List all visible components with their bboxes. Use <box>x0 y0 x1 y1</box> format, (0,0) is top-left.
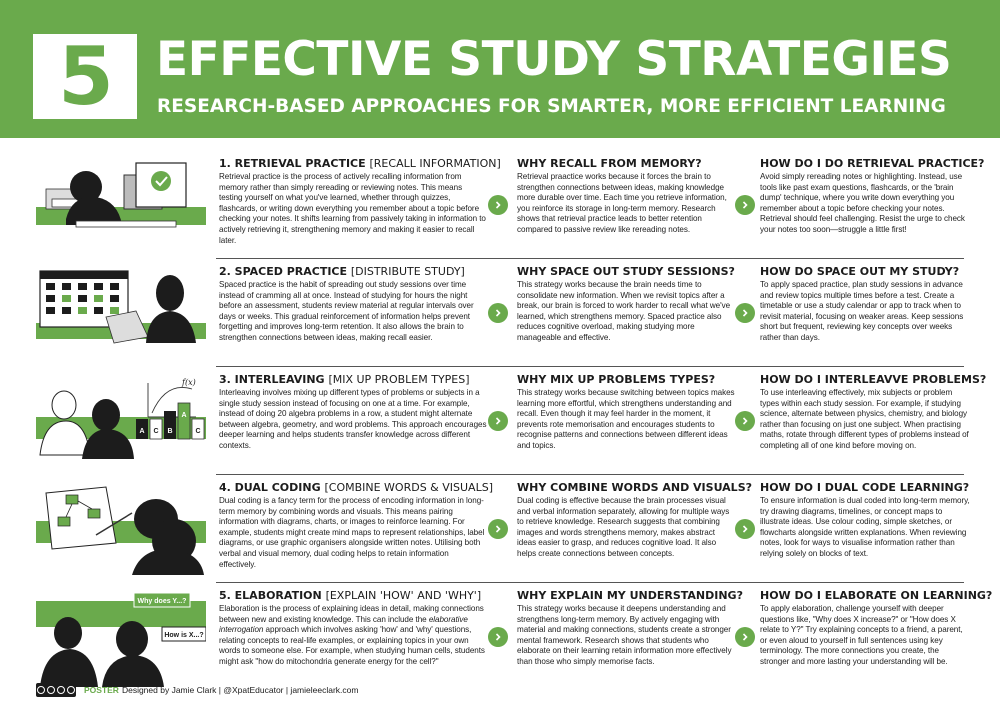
strategy-definition <box>219 589 487 668</box>
strategy-how <box>760 157 985 236</box>
chevron-right-icon <box>735 519 755 539</box>
why-text: This strategy works because switching between topics makes learning more effortful, which strengthens understanding and recall. Even though it may feel harder in the moment, it prevents rote memorisation and encourages students to recognise patterns and connections between different ideas and topics. <box>517 388 735 450</box>
page-title: EFFECTIVE STUDY STRATEGIES <box>156 32 952 87</box>
how-heading: HOW DO I ELABORATE ON LEARNING? <box>760 589 993 602</box>
interleaving-illustration <box>36 375 206 471</box>
strategy-definition <box>219 157 501 246</box>
why-heading: WHY RECALL FROM MEMORY? <box>517 157 702 170</box>
strategy-description: Retrieval practice is the process of actively recalling information from memory rather than simply rereading or reviewing notes. This means testing yourself on what you've learned, whether through quizzes, flashcards, or writing down everything you remember about a topic before checking your notes. It shifts learning from passively taking in information to actively retrieving it, strengthening memory and making it easier to recall later. <box>219 172 486 245</box>
speech-bubble-text: How is X...? <box>164 632 204 639</box>
strategy-description: Elaboration is the process of explaining ideas in detail, making connections between new and existing knowledge. This can include the elaborative interrogation approach which involves asking 'how' and 'why' questions, relating concepts to real-life examples, or explaining topics in your own words to someone else. For example, when studying human cells, students might ask "how do mitochondria generate energy for the cell?" <box>219 604 485 666</box>
strategy-heading: 1. RETRIEVAL PRACTICE [RECALL INFORMATION] <box>219 157 501 170</box>
block-label: A <box>139 428 145 435</box>
chevron-right-icon <box>735 195 755 215</box>
strategy-why <box>517 157 735 236</box>
footer <box>36 683 636 699</box>
strategy-why <box>517 589 743 668</box>
how-heading: HOW DO I DO RETRIEVAL PRACTICE? <box>760 157 985 170</box>
retrieval-practice-illustration <box>36 159 206 255</box>
strategy-how <box>760 481 970 560</box>
strategy-how <box>760 589 993 668</box>
strategy-how <box>760 265 970 344</box>
footer-credit-text: Designed by Jamie Clark | @XpatEducator | jamieleeclark.com <box>121 685 359 695</box>
cc-by-nc-sa-icon <box>36 683 76 697</box>
strategy-definition <box>219 481 493 570</box>
block-label: B <box>167 428 173 435</box>
why-text: This strategy works because it deepens understanding and strengthens long-term memory. By actively engaging with material and making connections, students create a stronger mental framework. Research shows that students who elaborate on their learning retain information more effectively than those who simply memorise facts. <box>517 604 732 666</box>
chevron-right-icon <box>735 627 755 647</box>
why-text: Dual coding is effective because the brain processes visual and verbal information separately, allowing for multiple ways to retrieve knowledge. Research suggests that combining images and words strengthens memory, makes abstract ideas easier to grasp, and reduces cognitive load. It also helps create connections between concepts. <box>517 496 730 558</box>
strategy-row-spaced <box>0 259 1000 367</box>
how-text: To use interleaving effectively, mix subjects or problem types within each study session. For example, if studying science, alternate between physics, chemistry, and biology rather than focusing on just one subject. When practising maths, rotate through different types of problems instead of completing all of one kind before moving on. <box>760 388 969 450</box>
footer-credit <box>84 684 358 696</box>
strategy-why <box>517 481 752 560</box>
strategy-row-interleaving <box>0 367 1000 475</box>
strategy-definition <box>219 373 487 452</box>
chevron-right-icon <box>735 303 755 323</box>
strategy-why <box>517 265 735 344</box>
strategy-why <box>517 373 735 452</box>
chevron-right-icon <box>488 411 508 431</box>
why-heading: WHY COMBINE WORDS AND VISUALS? <box>517 481 752 494</box>
how-text: To ensure information is dual coded into long-term memory, try drawing diagrams, timelines, or concept maps to illustrate ideas. Use colour coding, simple sketches, or flowcharts alongside written explanations. When reviewing notes, look for ways to visualise information rather than relying solely on blocks of text. <box>760 496 970 558</box>
how-text: Avoid simply rereading notes or highlighting. Instead, use tools like past exam questions, flashcards, or the 'brain dump' technique, where you write down everything you remember about a topic before checking your notes. Retrieval should feel challenging. Resist the urge to check your notes too soon—struggle a little first! <box>760 172 965 234</box>
how-heading: HOW DO SPACE OUT MY STUDY? <box>760 265 960 278</box>
dual-coding-illustration <box>36 483 206 579</box>
why-heading: WHY EXPLAIN MY UNDERSTANDING? <box>517 589 743 602</box>
chevron-right-icon <box>488 519 508 539</box>
how-text: To apply elaboration, challenge yourself with deeper questions like, "Why does X increase?" or "How does X relate to Y?" Try explaining concepts to a friend, a parent, or even aloud to yourself in full sentences using key terminology. The more connections you create, the stronger and more lasting your understanding will be. <box>760 604 963 666</box>
why-text: This strategy works because the brain needs time to consolidate new information. When we revisit topics after a break, our brain is forced to work harder to recall what we've learned, which strengthens memory. Spaced practice also reduces cognitive overload, making studying more manageable and effective. <box>517 280 731 342</box>
strategy-heading: 3. INTERLEAVING [MIX UP PROBLEM TYPES] <box>219 373 470 386</box>
how-text: To apply spaced practice, plan study sessions in advance and review topics multiple times before a test. Create a timetable or use a study calendar or app to track when to revisit material, focusing on weaker areas. Keep sessions short but frequent, reviewing key concepts over weeks rather than days. <box>760 280 964 342</box>
how-heading: HOW DO I DUAL CODE LEARNING? <box>760 481 970 494</box>
speech-bubble-text: Why does Y...? <box>137 598 187 605</box>
strategy-heading: 4. DUAL CODING [COMBINE WORDS & VISUALS] <box>219 481 493 494</box>
strategy-how <box>760 373 987 452</box>
strategy-heading: 2. SPACED PRACTICE [DISTRIBUTE STUDY] <box>219 265 465 278</box>
chevron-right-icon <box>735 411 755 431</box>
block-label: C <box>153 428 159 435</box>
number-badge <box>33 29 137 123</box>
block-label: A <box>181 412 187 419</box>
strategy-description: Spaced practice is the habit of spreading out study sessions over time instead of cramming all at once. Instead of studying for hours the night before an assessment, students review material at regular intervals over days or weeks. This gradual reinforcement of information helps prevent forgetting and improves long-term retention. It also allows the brain to strengthen connections between ideas, making recall easier. <box>219 280 474 342</box>
block-label: C <box>195 428 201 435</box>
fx-label: f(x) <box>182 378 196 387</box>
strategy-description: Dual coding is a fancy term for the process of encoding information in long-term memory by combining words and visuals. This means pairing information with diagrams, charts, or images to reinforce learning. For example, students might create mind maps to represent relationships, label diagrams, or use graphic organisers alongside written notes. Utilising both verbal and visual memory, dual coding helps to retain information effectively. <box>219 496 485 569</box>
strategy-row-dual-coding <box>0 475 1000 583</box>
strategy-row-retrieval <box>0 151 1000 259</box>
header-banner <box>0 0 1000 138</box>
why-heading: WHY MIX UP PROBLEMS TYPES? <box>517 373 716 386</box>
chevron-right-icon <box>488 627 508 647</box>
strategy-description: Interleaving involves mixing up different types of problems or subjects in a single study session instead of focusing on one at a time. For example, instead of doing 20 algebra problems in a row, a student might alternate between algebra, geometry, and word problems. This approach encourages deeper learning and helps students transfer knowledge across different contexts. <box>219 388 487 450</box>
strategy-definition <box>219 265 487 344</box>
why-heading: WHY SPACE OUT STUDY SESSIONS? <box>517 265 735 278</box>
footer-brand: POSTER <box>84 685 119 695</box>
strategy-row-elaboration <box>0 583 1000 691</box>
chevron-right-icon <box>488 303 508 323</box>
page-subtitle: RESEARCH-BASED APPROACHES FOR SMARTER, MORE EFFICIENT LEARNING <box>157 96 946 117</box>
why-text: Retrieval praactice works because it forces the brain to strengthen connections between ideas, making knowledge more durable over time. Each time you retrieve information, you reinforce its storage in long-term memory. Research shows that retrieval practice leads to better retention compared to passive review like rereading notes. <box>517 172 727 234</box>
spaced-practice-illustration <box>36 267 206 363</box>
chevron-right-icon <box>488 195 508 215</box>
elaboration-illustration <box>36 591 206 687</box>
number-label: 5 <box>58 29 112 123</box>
how-heading: HOW DO I INTERLEAVVE PROBLEMS? <box>760 373 987 386</box>
strategy-heading: 5. ELABORATION [EXPLAIN 'HOW' AND 'WHY'] <box>219 589 482 602</box>
